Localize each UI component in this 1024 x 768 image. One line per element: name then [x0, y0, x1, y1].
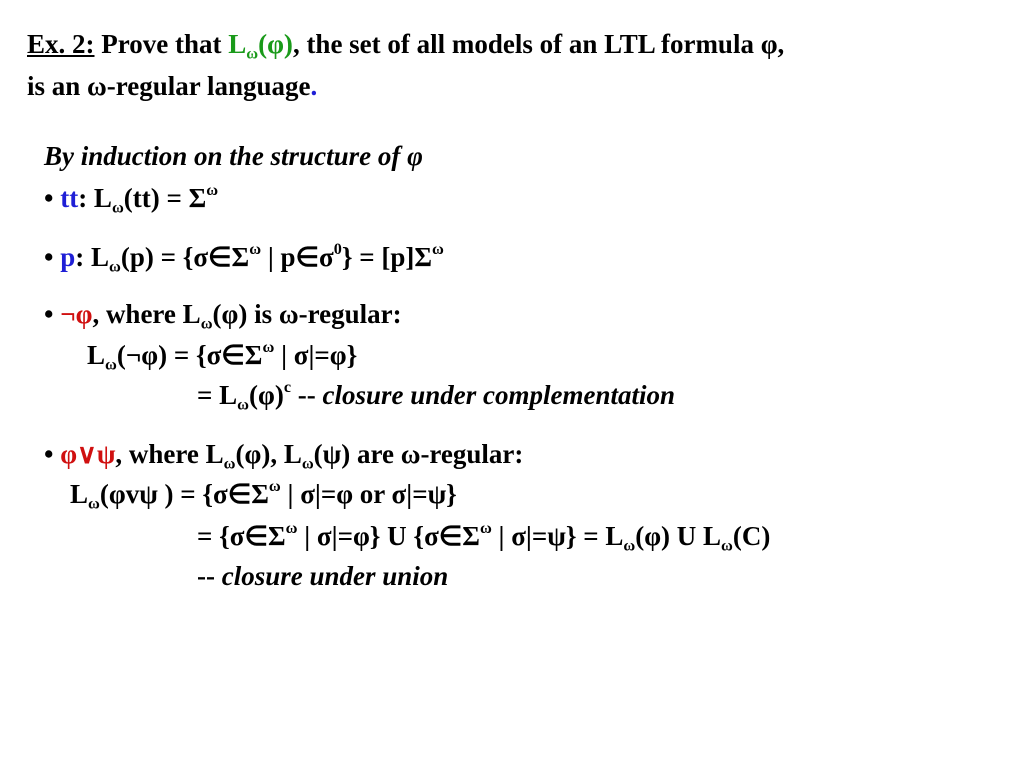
- title-text: Prove that: [94, 29, 229, 59]
- exercise-title-line-2: is an ω-regular language.: [27, 71, 318, 101]
- case-negation-closure: = $L_\omega(\varphi)^c$ -- closure under complementation: [197, 377, 676, 414]
- case-negation-definition: $L_\omega(\neg\varphi)$ = {$\sigma\in\Sigma^\omega$ | σ|=φ}: [87, 337, 358, 374]
- case-p: • p: $L_\omega(p)$ = {$\sigma\in\Sigma^\omega$ | $p\in\sigma^0\} = [p]\Sigma^\omega$: [44, 239, 444, 276]
- title-L: $L_\omega(\varphi)$: [228, 29, 293, 63]
- case-disjunction: • φ∨ψ, where $L_\omega(\varphi)$, $L_\omega(\psi)$ are ω-regular:: [44, 439, 524, 473]
- induction-intro: By induction on the structure of φ: [44, 141, 423, 171]
- case-disjunction-definition: $L_\omega(\varphi v\psi$ ) = {$\sigma\in\Sigma^\omega$ | σ|=φ or σ|=ψ}: [70, 476, 457, 513]
- title-text-rest: , the set of all models of an LTL formula φ,: [292, 29, 785, 59]
- exercise-label: Ex. 2:: [27, 29, 95, 59]
- case-negation: • ¬φ, where $L_\omega(\varphi)$ is ω-regular:: [44, 299, 402, 333]
- case-tt: • tt: $L_\omega(tt) = \Sigma^\omega$: [44, 180, 219, 217]
- case-disjunction-union: = {$\sigma\in\Sigma^\omega$ | σ|=φ} U {$\sigma\in\Sigma^\omega$ | $\sigma|=\psi\} = L_\omega(\varphi)$ U $L_\omega(C)$: [197, 518, 771, 555]
- case-disjunction-closure: -- closure under union: [197, 561, 449, 591]
- exercise-title-line-1: [27, 28, 785, 63]
